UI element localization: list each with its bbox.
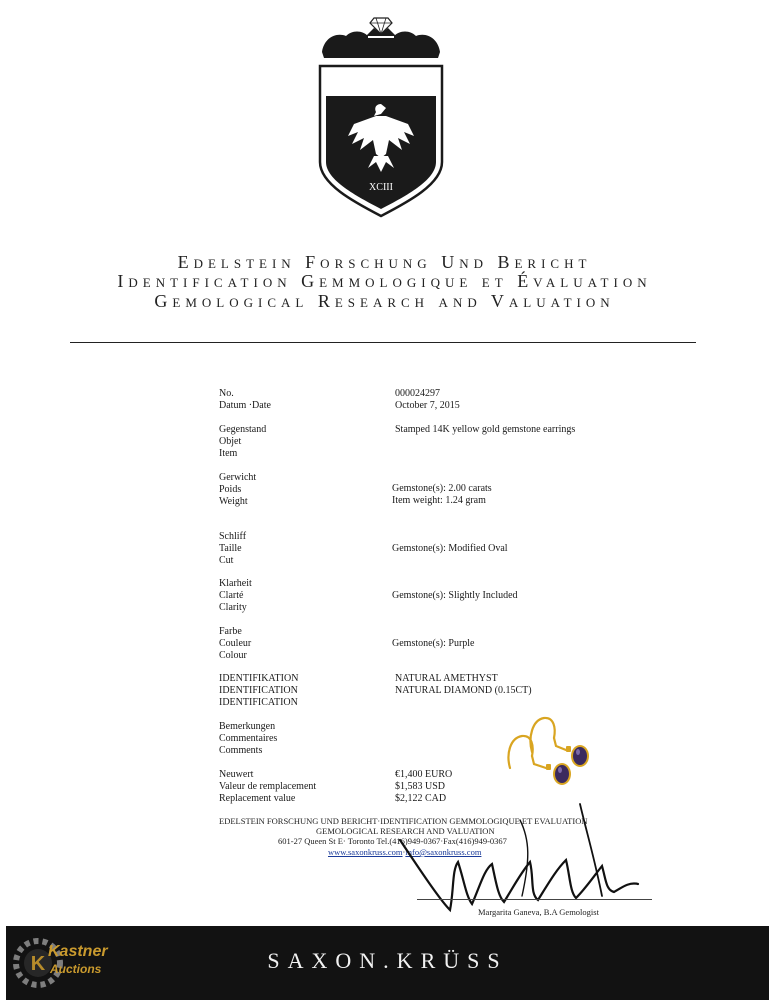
cut-value: Gemstone(s): Modified Oval: [392, 543, 508, 554]
item-weight-value: Item weight: 1.24 gram: [392, 495, 486, 506]
ident-value-diamond: NATURAL DIAMOND (0.15CT): [395, 685, 532, 696]
signature-line: [417, 899, 652, 900]
value-cad: $2,122 CAD: [395, 793, 447, 804]
earrings-photo: [500, 712, 610, 792]
heading-english: Gemological Research and Valuation: [154, 291, 615, 311]
colour-label-fr: Couleur: [219, 638, 252, 649]
weight-label-en: Weight: [219, 496, 248, 507]
crown-griffins-icon: [322, 28, 440, 58]
crest-numeral: XCIII: [369, 182, 393, 193]
colour-label-de: Farbe: [219, 626, 242, 637]
watermark-line1: Kastner: [48, 943, 108, 960]
weight-label-de: Gerwicht: [219, 472, 257, 483]
item-value: Stamped 14K yellow gold gemstone earrings: [395, 424, 576, 435]
clarity-value: Gemstone(s): Slightly Included: [392, 590, 518, 601]
heading-french: Identification Gemmologique et Évaluation: [117, 271, 652, 291]
colour-value: Gemstone(s): Purple: [392, 638, 475, 649]
value-euro: €1,400 EURO: [395, 769, 453, 780]
report-date-value: October 7, 2015: [395, 400, 460, 411]
ident-value-amethyst: NATURAL AMETHYST: [395, 673, 498, 684]
watermark-line2: Auctions: [50, 962, 102, 976]
footer-address: 601-27 Queen St E· Toronto Tel.(416)949-0367·Fax(416)949-0367: [278, 836, 507, 846]
report-no-value: 000024297: [395, 388, 440, 399]
crest-logo: [318, 12, 444, 218]
item-label-de: Gegenstand: [219, 424, 267, 435]
cut-label-de: Schliff: [219, 531, 247, 542]
heading-german: Edelstein Forschung Und Bericht: [177, 252, 592, 272]
ident-label-de: IDENTIFIKATION: [219, 673, 299, 684]
value-label-fr: Valeur de remplacement: [219, 781, 317, 792]
footer-company-line: EDELSTEIN FORSCHUNG UND BERICHT·IDENTIFICATION GEMMOLOGIQUE ET EVALUATION: [219, 816, 588, 826]
comments-label-en: Comments: [219, 745, 263, 756]
value-label-de: Neuwert: [219, 769, 254, 780]
clarity-label-de: Klarheit: [219, 578, 252, 589]
footer-link-separator: ·: [402, 847, 406, 857]
ident-label-en: IDENTIFICATION: [219, 697, 298, 708]
value-label-en: Replacement value: [219, 793, 296, 804]
value-usd: $1,583 USD: [395, 781, 446, 792]
signatory-name: Margarita Ganeva, B.A Gemologist: [478, 907, 599, 917]
svg-text:K: K: [30, 953, 46, 975]
weight-label-fr: Poids: [219, 484, 242, 495]
cut-label-en: Cut: [219, 555, 234, 566]
website-link[interactable]: www.saxonkruss.com: [328, 847, 403, 857]
report-date-label: Datum ·Date: [219, 400, 271, 411]
clarity-label-en: Clarity: [219, 602, 247, 613]
header-divider: [70, 342, 696, 343]
footer-tagline: GEMOLOGICAL RESEARCH AND VALUATION: [316, 826, 495, 836]
brand-name: SAXON.KRÜSS: [267, 948, 508, 973]
comments-label-de: Bemerkungen: [219, 721, 276, 732]
item-label-fr: Objet: [219, 436, 242, 447]
email-link[interactable]: info@saxonkruss.com: [405, 847, 482, 857]
brand-bar: [6, 926, 769, 1000]
colour-label-en: Colour: [219, 650, 247, 661]
cut-label-fr: Taille: [219, 543, 242, 554]
clarity-label-fr: Clarté: [219, 590, 244, 601]
gemstone-weight-value: Gemstone(s): 2.00 carats: [392, 483, 492, 494]
report-no-label: No.: [219, 388, 234, 399]
item-label-en: Item: [219, 448, 238, 459]
comments-label-fr: Commentaires: [219, 733, 278, 744]
ident-label-fr: IDENTIFICATION: [219, 685, 298, 696]
